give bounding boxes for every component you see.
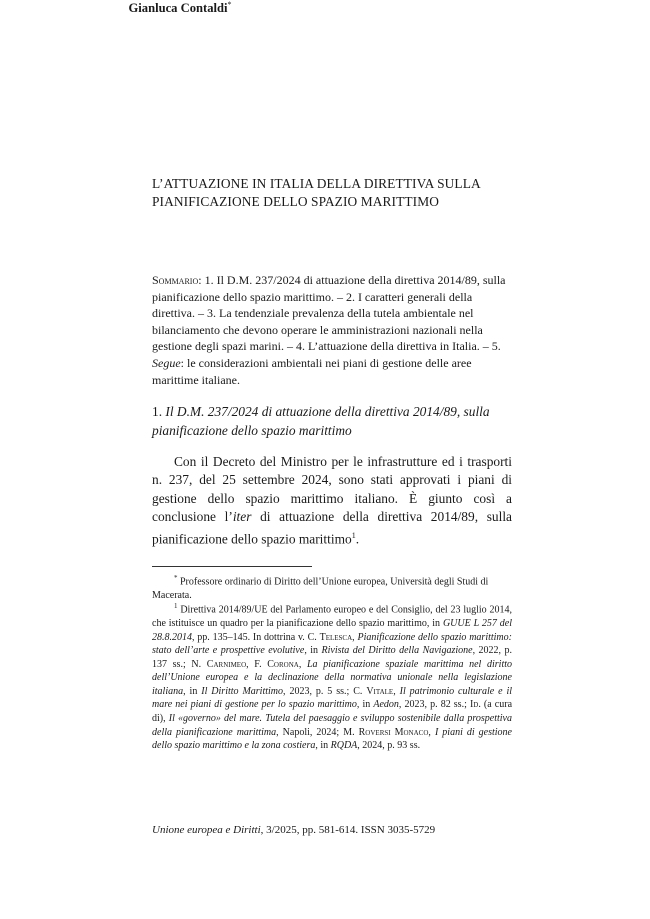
footnote-divider: [152, 566, 312, 567]
fn-text: , 2024, p. 93 ss.: [357, 740, 421, 752]
fn-author: Roversi Monaco: [358, 726, 429, 738]
article-title-text: L’ATTUAZIONE IN ITALIA DELLA DIRETTIVA SULLA PIANIFICAZIONE DELLO SPAZIO MARITTIMO: [152, 176, 481, 209]
footnote-1: [152, 600, 512, 753]
fn-citation: Il Diritto Marittimo: [201, 685, 284, 697]
fn-citation: Il patrimonio culturale e il mare nei piani di gestione per lo spazio marittimo: [152, 685, 513, 711]
page-footer: [152, 823, 512, 837]
fn-text: ,: [298, 658, 307, 670]
fn-author: Telesca: [319, 631, 353, 643]
summary-tail: : le considerazioni ambientali nei piani di gestione delle aree marittime italiane.: [152, 355, 472, 387]
author-name: [0, 0, 360, 16]
fn-citation: RQDA: [330, 740, 358, 752]
summary-paragraph: [152, 272, 512, 388]
fn-text: ,: [428, 726, 435, 738]
footnote-star-text: Professore ordinario di Diritto dell’Unione europea, Università degli Studi di Macerata.: [152, 576, 489, 601]
footer-issn-label: ISSN: [360, 824, 385, 836]
body-text-b: di attuazione della direttiva 2014/89, sulla pianificazione dello spazio marittimo: [152, 509, 512, 547]
body-text-a: Con il Decreto del Ministro per le infrastrutture ed i trasporti n. 237, del 25 settembre 2024, sono stati approvati i piani di gestione dello spazio marittimo italiano. È giunto così a conclusione l’: [152, 454, 512, 525]
fn-citation: Rivista del Diritto della Navigazione: [321, 645, 473, 657]
footer-issue: , 3/2025, pp. 581-614.: [260, 824, 361, 836]
fn-citation: I piani di gestione dello spazio marittimo e la zona costiera: [152, 726, 513, 752]
fn-text: ,: [352, 631, 358, 643]
fn-citation: La pianificazione spaziale marittima nel diritto dell’Unione europea e la declinazione della normativa unionale nella legislazione italiana: [152, 658, 512, 697]
section-title: Il D.M. 237/2024 di attuazione della direttiva 2014/89, sulla pianificazione dello spazio marittimo: [152, 404, 490, 438]
fn-text: , F.: [246, 658, 268, 670]
summary-segue: Segue: [152, 355, 181, 370]
summary-text: : 1. Il D.M. 237/2024 di attuazione della direttiva 2014/89, sulla pianificazione dello spazio marittimo. – 2. I caratteri generali della direttiva. – 3. La tendenziale prevalenza della tutela ambientale nel bilanciamento che devono operare le amministrazioni nazionali nella gestione degli spazi marini. – 4. L’attuazione della direttiva in Italia. – 5.: [152, 273, 506, 354]
fn-text: , in: [304, 645, 322, 657]
section-number: 1.: [152, 404, 166, 419]
fn-text: , in: [356, 699, 374, 711]
fn-text: , 2023, p. 5 ss.; C.: [283, 685, 367, 697]
fn-text: , pp. 135–145. In dottrina v. C.: [192, 631, 320, 643]
footnote-star-mark: *: [174, 574, 178, 582]
footer-journal: Unione europea e Diritti: [152, 824, 261, 836]
fn-text: (a cura di),: [152, 699, 513, 725]
section-heading: [152, 403, 512, 440]
footer-issn: 3035-5729: [384, 824, 436, 836]
fn-text: , Napoli, 2024; M.: [276, 726, 359, 738]
fn-text: Direttiva 2014/89/UE del Parlamento europeo e del Consiglio, del 23 luglio 2014, che istituisce un quadro per la pianificazione dello spazio marittimo, in: [152, 604, 512, 629]
fn-citation: Il «governo» del mare. Tutela del paesaggio e sviluppo sostenibile dalla prospettiva della pianificazione marittima: [152, 713, 512, 738]
fn-author: Corona: [267, 658, 299, 670]
fn-author: Id.: [469, 699, 481, 711]
fn-text: , 2023, p. 82 ss.;: [398, 699, 470, 711]
footnote-ref-1[interactable]: 1: [351, 530, 356, 540]
fn-text: ,: [393, 685, 400, 697]
author-name-text: Gianluca Contaldi: [128, 1, 228, 16]
footnote-author: [152, 572, 512, 603]
body-paragraph: [152, 453, 512, 549]
article-title: [152, 175, 512, 211]
body-text-end: .: [355, 531, 360, 547]
fn-text: , 2022, p. 137 ss.; N.: [152, 645, 512, 670]
fn-author: Vitale: [366, 685, 394, 697]
fn-text: , in: [183, 685, 202, 697]
fn-citation: Pianificazione dello spazio marittimo: stato dell’arte e prospettive evolutive: [152, 631, 512, 657]
fn-text: , in: [315, 740, 331, 752]
fn-author: Carnimeo: [206, 658, 247, 670]
fn-citation: GUUE L 257 del 28.8.2014: [152, 617, 512, 643]
author-footnote-mark: *: [227, 0, 232, 9]
body-iter: iter: [232, 509, 252, 525]
summary-label: Sommario: [152, 273, 199, 287]
fn-citation: Aedon: [373, 699, 399, 711]
footnote-1-mark: 1: [174, 602, 178, 610]
